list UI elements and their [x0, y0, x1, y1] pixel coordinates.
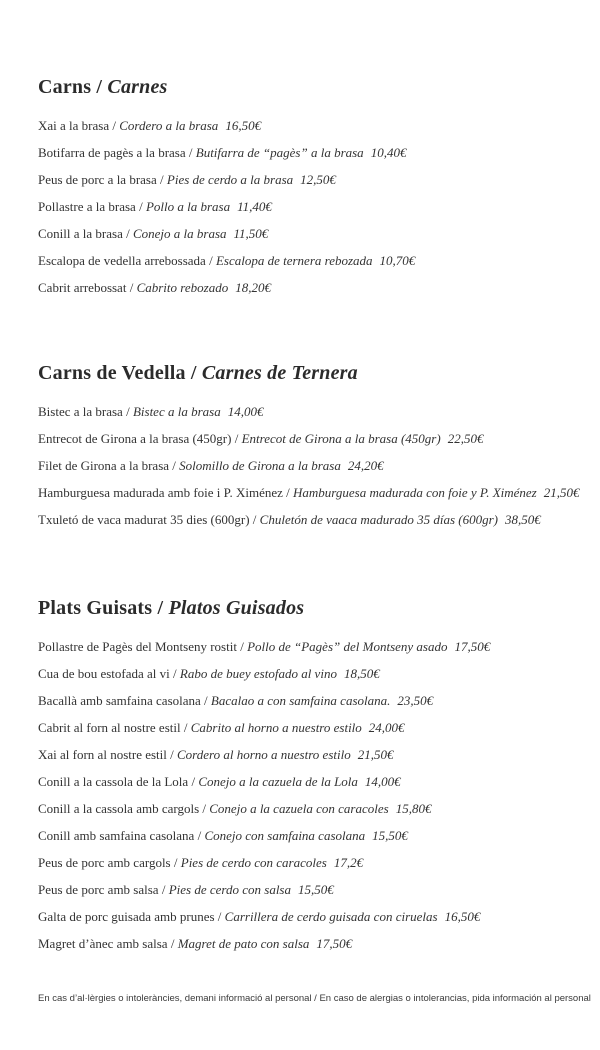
item-name-spanish: Cordero a la brasa: [119, 118, 219, 133]
item-price: 12,50€: [300, 172, 336, 187]
menu-item-row: [38, 112, 600, 139]
item-name-spanish: Pollo a la brasa: [145, 199, 231, 214]
item-name-catalan: Conill a la brasa: [38, 226, 123, 241]
menu-item-row: [38, 220, 600, 247]
item-price: 11,50€: [233, 226, 269, 241]
item-name-spanish: Carrillera de cerdo guisada con ciruelas: [224, 909, 438, 924]
item-price: 14,00€: [364, 774, 401, 789]
menu-item-row: [38, 506, 600, 533]
item-separator: /: [199, 801, 210, 816]
menu-item-row: [38, 930, 600, 957]
menu-item-row: [38, 795, 600, 822]
item-name-spanish: Cordero al horno a nuestro estilo: [177, 747, 351, 762]
item-separator: /: [180, 720, 191, 735]
item-price: 21,50€: [357, 747, 394, 762]
item-separator: /: [122, 404, 133, 419]
item-price: 18,20€: [235, 280, 271, 295]
item-separator: /: [231, 431, 242, 446]
item-name-catalan: Conill a la cassola amb cargols: [38, 801, 200, 816]
menu-item-row: [38, 660, 600, 687]
item-name-spanish: Rabo de buey estofado al vino: [179, 666, 337, 681]
menu-item-row: [38, 768, 600, 795]
menu-item-row: [38, 274, 600, 301]
item-price: 23,50€: [397, 693, 434, 708]
menu-item-list: [38, 633, 600, 957]
item-separator: /: [126, 280, 137, 295]
menu-item-row: [38, 247, 600, 274]
item-price: 15,80€: [395, 801, 432, 816]
item-separator: /: [185, 145, 196, 160]
item-name-catalan: Xai al forn al nostre estil: [38, 747, 167, 762]
item-name-catalan: Peus de porc a la brasa: [38, 172, 157, 187]
item-name-spanish: Pies de cerdo con salsa: [168, 882, 291, 897]
item-name-spanish: Magret de pato con salsa: [177, 936, 310, 951]
menu-item-row: [38, 398, 600, 425]
section-title-catalan: Carns: [38, 76, 92, 98]
item-name-spanish: Solomillo de Girona a la brasa: [179, 458, 341, 473]
menu-item-row: [38, 849, 600, 876]
menu-sections: [38, 74, 600, 957]
section-title-spanish: Platos Guisados: [168, 597, 305, 619]
item-name-spanish: Conejo a la cazuela de la Lola: [198, 774, 358, 789]
menu-item-row: [38, 425, 600, 452]
item-name-spanish: Conejo a la cazuela con caracoles: [209, 801, 389, 816]
item-name-catalan: Conill a la cassola de la Lola: [38, 774, 189, 789]
item-price: 17,50€: [454, 639, 491, 654]
item-price: 16,50€: [225, 118, 262, 133]
item-name-catalan: Txuletó de vaca madurat 35 dies (600gr): [38, 512, 250, 527]
item-separator: /: [205, 253, 216, 268]
item-name-spanish: Conejo con samfaina casolana: [204, 828, 366, 843]
section-title: [38, 595, 600, 621]
item-separator: /: [194, 828, 205, 843]
menu-item-row: [38, 139, 600, 166]
item-price: 18,50€: [343, 666, 380, 681]
item-price: 10,70€: [379, 253, 416, 268]
item-separator: /: [158, 882, 169, 897]
item-name-catalan: Filet de Girona a la brasa: [38, 458, 170, 473]
menu-section: [38, 595, 600, 957]
menu-item-row: [38, 479, 600, 506]
item-name-catalan: Entrecot de Girona a la brasa (450gr): [38, 431, 232, 446]
item-name-catalan: Escalopa de vedella arrebossada: [38, 253, 206, 268]
section-title-catalan: Carns de Vedella: [38, 362, 186, 384]
title-separator: /: [185, 362, 202, 384]
item-price: 24,00€: [368, 720, 405, 735]
item-price: 15,50€: [298, 882, 334, 897]
item-name-catalan: Peus de porc amb salsa: [38, 882, 159, 897]
item-separator: /: [169, 666, 180, 681]
item-name-spanish: Pollo de “Pagès” del Montseny asado: [247, 639, 448, 654]
item-price: 14,00€: [227, 404, 264, 419]
item-name-catalan: Conill amb samfaina casolana: [38, 828, 195, 843]
item-name-spanish: Bistec a la brasa: [132, 404, 221, 419]
section-title-spanish: Carnes: [107, 76, 168, 98]
item-name-spanish: Pies de cerdo a la brasa: [166, 172, 294, 187]
item-price: 24,20€: [347, 458, 384, 473]
section-title: [38, 360, 600, 386]
section-title: [38, 74, 600, 100]
item-name-catalan: Peus de porc amb cargols: [38, 855, 171, 870]
menu-section: [38, 74, 600, 301]
item-name-catalan: Hamburguesa madurada amb foie i P. Ximénez: [38, 485, 283, 500]
item-separator: /: [188, 774, 199, 789]
item-separator: /: [167, 936, 178, 951]
item-name-spanish: Chuletón de vaaca madurado 35 días (600gr): [259, 512, 498, 527]
item-separator: /: [156, 172, 167, 187]
item-separator: /: [282, 485, 294, 500]
item-separator: /: [236, 639, 248, 654]
item-price: 15,50€: [372, 828, 408, 843]
item-separator: /: [135, 199, 146, 214]
item-name-spanish: Escalopa de ternera rebozada: [215, 253, 373, 268]
menu-item-list: [38, 398, 600, 533]
item-separator: /: [122, 226, 133, 241]
section-title-catalan: Plats Guisats: [38, 597, 153, 619]
item-price: 11,40€: [237, 199, 272, 214]
item-name-catalan: Galta de porc guisada amb prunes: [38, 909, 215, 924]
item-separator: /: [169, 458, 180, 473]
item-name-spanish: Butifarra de “pagès” a la brasa: [195, 145, 364, 160]
item-price: 17,2€: [333, 855, 364, 870]
menu-item-list: [38, 112, 600, 301]
menu-item-row: [38, 687, 600, 714]
menu-item-row: [38, 452, 600, 479]
menu-section: [38, 360, 600, 533]
item-name-spanish: Conejo a la brasa: [132, 226, 227, 241]
item-price: 17,50€: [316, 936, 353, 951]
item-name-spanish: Cabrito rebozado: [136, 280, 229, 295]
item-name-catalan: Bacallà amb samfaina casolana: [38, 693, 201, 708]
item-name-spanish: Cabrito al horno a nuestro estilo: [190, 720, 362, 735]
item-separator: /: [170, 855, 181, 870]
menu-item-row: [38, 822, 600, 849]
item-name-catalan: Xai a la brasa: [38, 118, 110, 133]
item-price: 22,50€: [447, 431, 484, 446]
menu-item-row: [38, 903, 600, 930]
item-separator: /: [109, 118, 120, 133]
menu-item-row: [38, 876, 600, 903]
item-price: 10,40€: [370, 145, 407, 160]
item-name-catalan: Pollastre de Pagès del Montseny rostit: [38, 639, 237, 654]
item-price: 16,50€: [444, 909, 481, 924]
menu-item-row: [38, 633, 600, 660]
item-name-spanish: Hamburguesa madurada con foie y P. Ximénez: [293, 485, 537, 500]
item-name-catalan: Magret d’ànec amb salsa: [38, 936, 168, 951]
item-separator: /: [214, 909, 225, 924]
item-price: 38,50€: [504, 512, 541, 527]
item-name-catalan: Bistec a la brasa: [38, 404, 123, 419]
item-name-spanish: Pies de cerdo con caracoles: [180, 855, 327, 870]
item-name-catalan: Pollastre a la brasa: [38, 199, 136, 214]
item-name-catalan: Cabrit arrebossat: [38, 280, 127, 295]
allergy-notice: En cas d’al·lèrgies o intoleràncies, demani informació al personal / En caso de alergias o intolerancias, pida información al personal: [38, 993, 591, 1004]
title-separator: /: [152, 597, 169, 619]
item-separator: /: [166, 747, 178, 762]
menu-item-row: [38, 741, 600, 768]
item-separator: /: [200, 693, 211, 708]
menu-item-row: [38, 166, 600, 193]
menu-item-row: [38, 193, 600, 220]
item-name-catalan: Cabrit al forn al nostre estil: [38, 720, 181, 735]
menu-item-row: [38, 714, 600, 741]
item-name-spanish: Bacalao a con samfaina casolana.: [210, 693, 391, 708]
section-title-spanish: Carnes de Ternera: [201, 362, 358, 384]
item-name-spanish: Entrecot de Girona a la brasa (450gr): [241, 431, 441, 446]
item-name-catalan: Cua de bou estofada al vi: [38, 666, 170, 681]
title-separator: /: [91, 76, 108, 98]
item-price: 21,50€: [543, 485, 580, 500]
item-separator: /: [249, 512, 260, 527]
item-name-catalan: Botifarra de pagès a la brasa: [38, 145, 186, 160]
